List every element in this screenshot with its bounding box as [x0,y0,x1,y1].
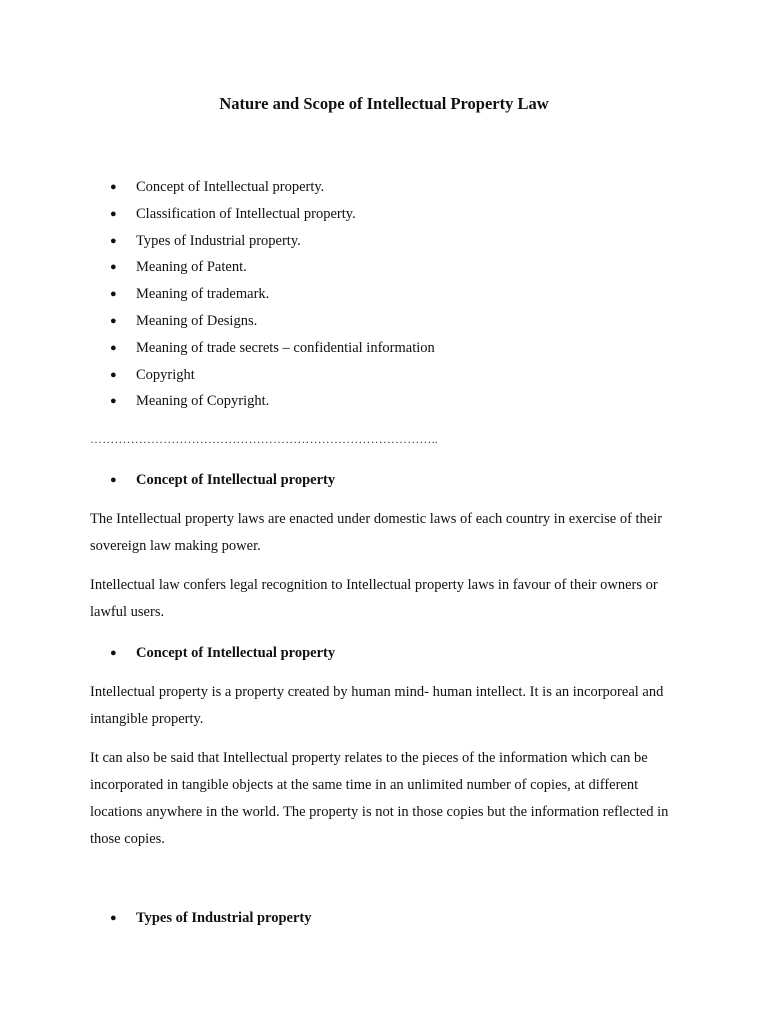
bullet-icon: ● [110,474,117,486]
bullet-icon: ● [110,314,117,327]
list-item-text: Copyright [136,366,195,383]
paragraph: Intellectual property is a property created by human mind- human intellect. It is an incorporeal and intangible property. [90,684,664,727]
list-item-text: Meaning of trade secrets – confidential information [136,339,435,356]
section-heading-text: Concept of Intellectual property [136,645,336,661]
list-item [110,311,435,338]
bullet-icon: ● [110,395,117,408]
bullet-icon: ● [110,647,117,659]
section-heading-text: Types of Industrial property [136,910,312,926]
list-item [110,284,435,311]
list-item-text: Meaning of Patent. [136,259,247,276]
list-item-text: Meaning of trademark. [136,286,270,303]
bullet-icon: ● [110,912,117,924]
paragraph: Intellectual law confers legal recognition to Intellectual property laws in favour of their owners or lawful users. [90,577,658,620]
list-item-text: Meaning of Copyright. [136,393,270,410]
list-item [110,231,435,258]
section-heading-text: Concept of Intellectual property [136,472,336,488]
list-item [110,338,435,365]
section-heading [110,908,312,928]
list-item-text: Classification of Intellectual property. [136,205,356,222]
bullet-icon: ● [110,181,117,193]
list-item [110,391,435,418]
bullet-icon: ● [110,234,117,247]
document-title: Nature and Scope of Intellectual Property Law [219,94,549,113]
bullet-icon: ● [110,368,117,381]
bullet-icon: ● [110,261,117,274]
bullet-icon: ● [110,341,117,354]
list-item [110,257,435,284]
list-item-text: Types of Industrial property. [136,232,301,249]
list-item [110,204,435,231]
topic-list [110,177,435,418]
bullet-icon: ● [110,288,117,301]
bullet-icon: ● [110,207,117,220]
list-item [110,177,435,204]
list-item-text: Concept of Intellectual property. [136,179,325,195]
list-item-text: Meaning of Designs. [136,312,258,329]
separator-line: ………………………………………………………………………….. [90,432,438,446]
paragraph: The Intellectual property laws are enacted under domestic laws of each country in exercise of their sovereign law making power. [90,511,663,554]
section-heading [110,643,335,663]
paragraph: It can also be said that Intellectual property relates to the pieces of the information which can be incorporated in tangible objects at the same time in an unlimited number of copies, at different locations anywhere in the world. The property is not in those copies but the information reflected in those copies. [90,750,669,847]
list-item [110,365,435,392]
section-heading [110,470,335,490]
